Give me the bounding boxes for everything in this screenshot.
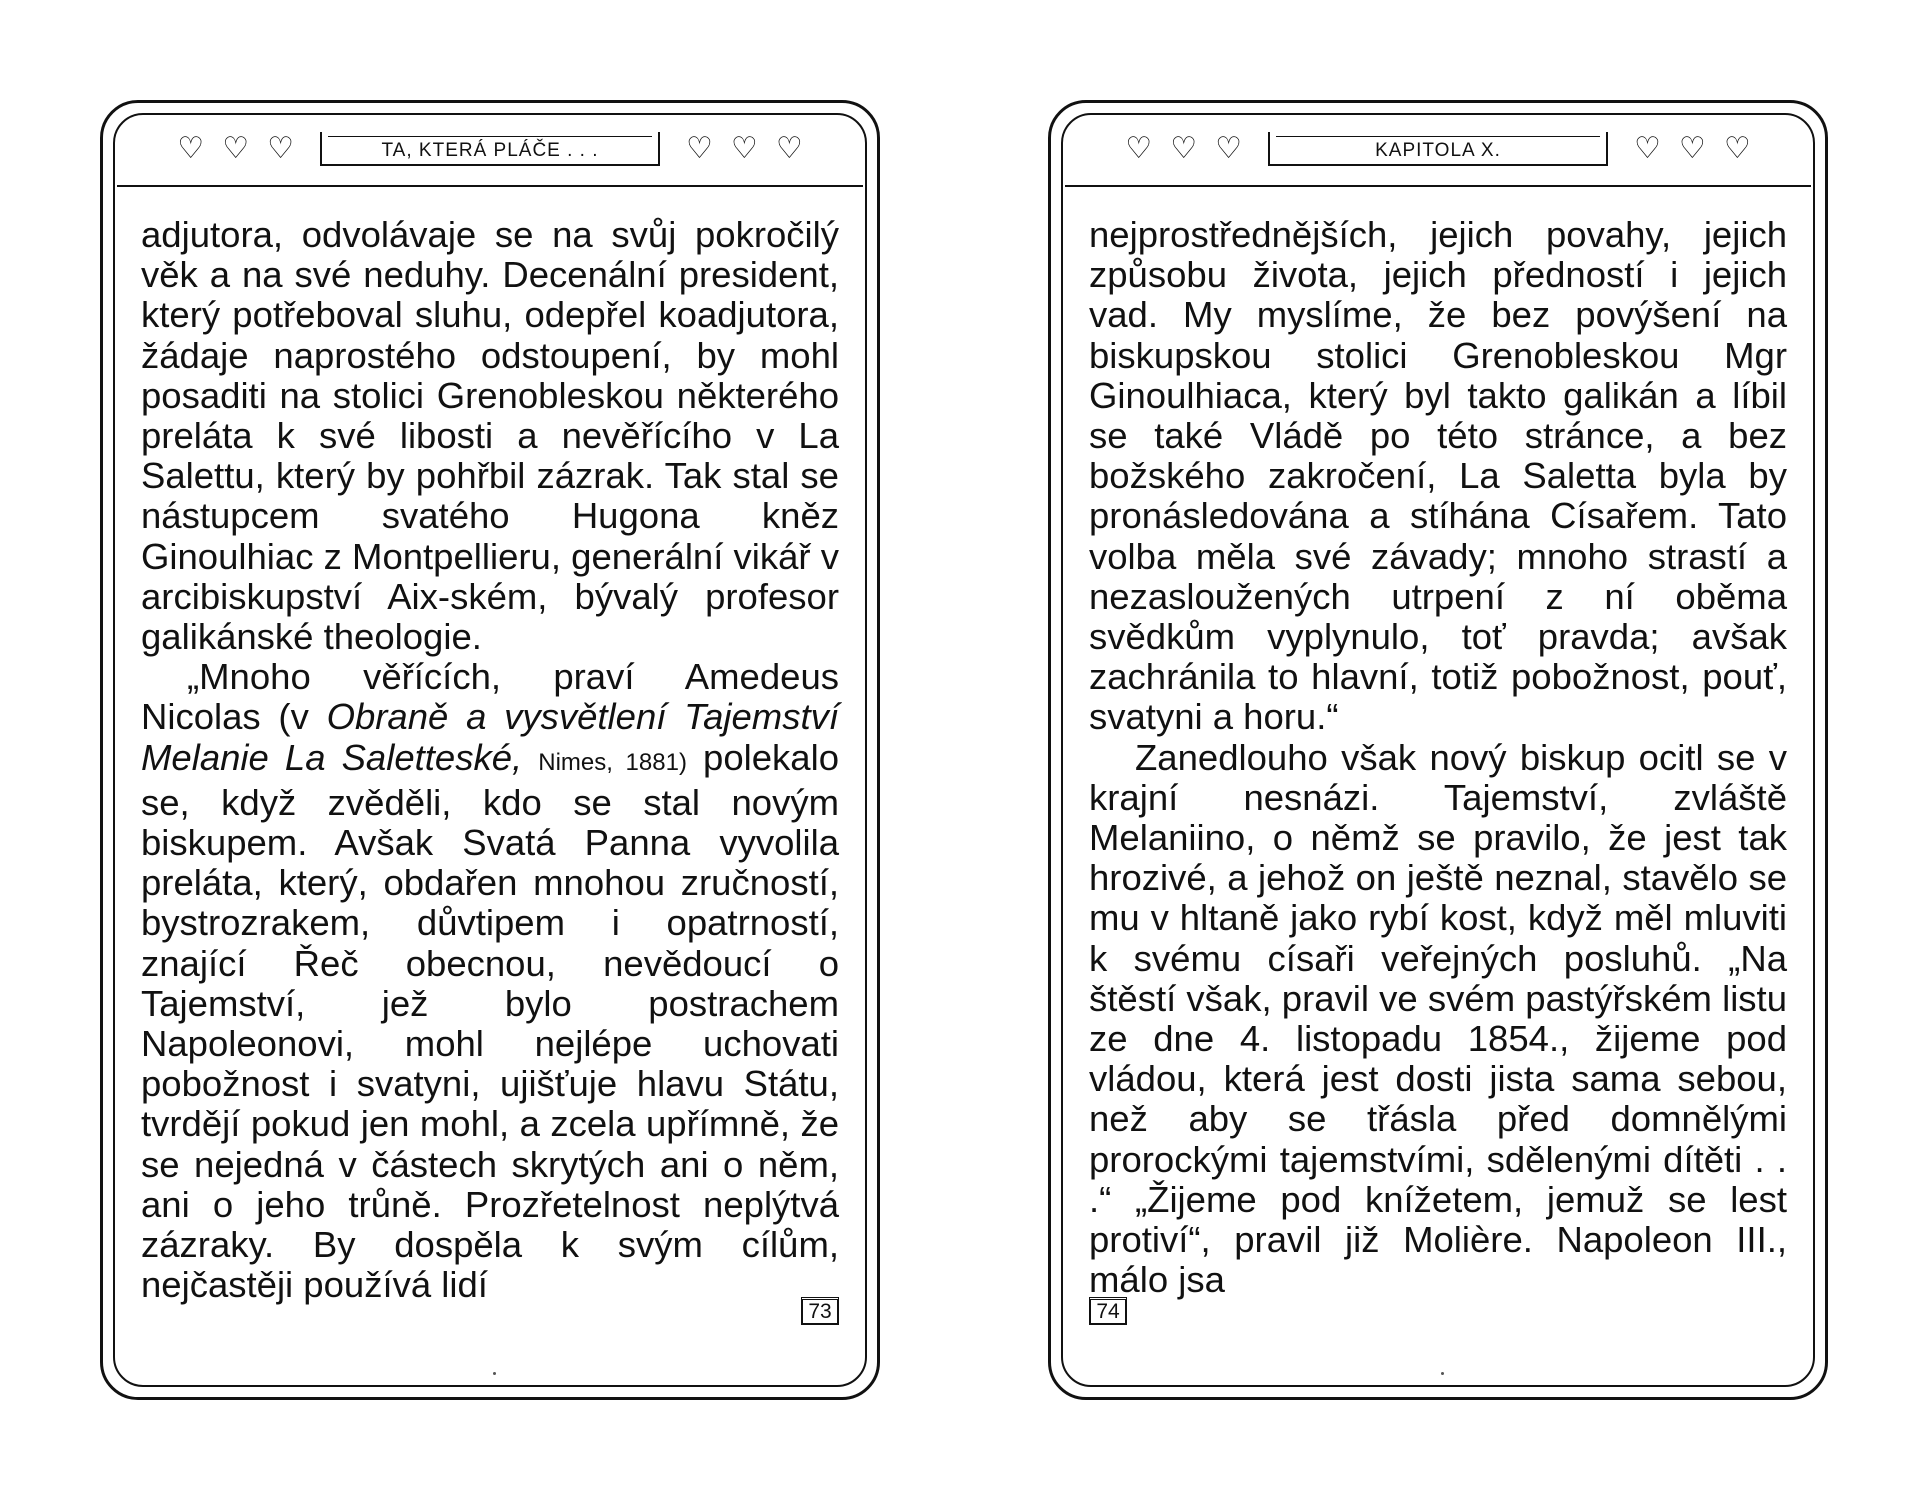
print-dot: [493, 1372, 496, 1375]
heart-icon: ♡: [1125, 131, 1153, 166]
heart-icon: ♡: [177, 131, 205, 166]
cited-title: Obraně a vysvětlení Tajemství Melanie La Saletteské,: [141, 696, 839, 778]
running-title-box: [1268, 132, 1608, 166]
heart-icon: ♡: [1170, 131, 1198, 166]
page-number: 74: [1089, 1297, 1127, 1325]
heart-icon: ♡: [1723, 131, 1751, 166]
print-dot: [1441, 1372, 1444, 1375]
heart-icon: ♡: [1215, 131, 1242, 166]
left-page-header: [103, 125, 877, 173]
running-title-box: [320, 132, 660, 166]
running-title: TA, KTERÁ PLÁČE . . .: [381, 140, 599, 161]
right-page-body: [1089, 215, 1787, 1300]
left-header-hearts-left: [177, 131, 294, 166]
left-page-body: [141, 215, 839, 1305]
heart-icon: ♡: [775, 131, 803, 166]
citation-place-year: Nimes, 1881): [538, 748, 687, 776]
heart-icon: ♡: [267, 131, 294, 166]
body-paragraph: adjutora, odvolávaje se na svůj pokročilý věk a na své neduhy. Decenální president, který potřeboval sluhu, odepřel koadjutora, žádaje naprostého odstoupení, by mohl posaditi na stolici Grenobleskou některého preláta k své libosti a nevěřícího v La Salettu, který by pohřbil zázrak. Tak stal se nástupcem svatého Hugona kněz Ginoulhiac z Montpellieru, generální vikář v arcibiskupství Aix-ském, bývalý profesor galikánské theologie.: [141, 214, 839, 658]
header-rule: [1065, 185, 1811, 187]
heart-icon: ♡: [1634, 131, 1661, 166]
heart-icon: ♡: [222, 131, 250, 166]
running-title: KAPITOLA X.: [1375, 140, 1501, 161]
body-paragraph: nejprostřednějších, jejich povahy, jejich způsobu života, jejich předností i jejich vad. My myslíme, že bez povýšení na biskupskou stolici Grenobleskou Mgr Ginoulhiaca, který byl takto galikán a líbil se také Vládě po této stránce, a bez božského zakročení, La Saletta byla by pronásledována a stíhána Císařem. Tato volba měla své závady; mnoho strastí a nezasloužených utrpení z ní oběma svědkům vyplynulo, toť pravda; avšak zachránila to hlavní, totiž pobožnost, pouť, svatyni a horu.“: [1089, 214, 1787, 738]
page-number: 73: [801, 1297, 839, 1325]
left-header-hearts-right: [686, 131, 803, 166]
paragraph-text: polekalo se, když zvěděli, kdo se stal novým biskupem. Avšak Svatá Panna vyvolila preláta, který, obdařen mnohou zručností, bystrozrakem, důvtipem i opatrností, znající Řeč obecnou, nevědoucí o Tajemství, jež bylo postrachem Napoleonovi, mohl nejlépe uchovati pobožnost i svatyni, ujišťuje hlavu Státu, tvrdějí pokud jen mohl, a zcela upřímně, že se nejedná v částech skrytých ani o něm, ani o jeho trůně. Prozřetelnost neplýtvá zázraky. By dospěla k svým cílům, nejčastěji používá lidí: [141, 736, 839, 1306]
body-paragraph: Zanedlouho však nový biskup ocitl se v krajní nesnázi. Tajemství, zvláště Melaniino, o němž se pravilo, že jest tak hrozivé, a jehož on ještě neznal, stavělo se mu v hltaně jako rybí kost, když měl mluviti k svému císaři veřejných posluhů. „Na štěstí však, pravil ve svém pastýřském listu ze dne 4. listopadu 1854., žijeme pod vládou, která jest dosti jista sama sebou, než aby se třásla před domnělými prorockými tajemstvími, sdělenými dítěti . . .“ „Žijeme pod knížetem, jemuž se lest protiví“, pravil již Molière. Napoleon III., málo jsa: [1089, 736, 1787, 1301]
heart-icon: ♡: [1678, 131, 1706, 166]
header-rule: [117, 185, 863, 187]
right-page-header: [1051, 125, 1825, 173]
body-paragraph: [141, 657, 839, 1305]
left-page: [100, 100, 880, 1400]
right-page: [1048, 100, 1828, 1400]
right-header-hearts-right: [1634, 131, 1751, 166]
heart-icon: ♡: [686, 131, 713, 166]
right-header-hearts-left: [1125, 131, 1242, 166]
heart-icon: ♡: [730, 131, 758, 166]
paragraph-text: „Mnoho věřících, praví Amedeus Nicolas (v: [141, 656, 839, 738]
